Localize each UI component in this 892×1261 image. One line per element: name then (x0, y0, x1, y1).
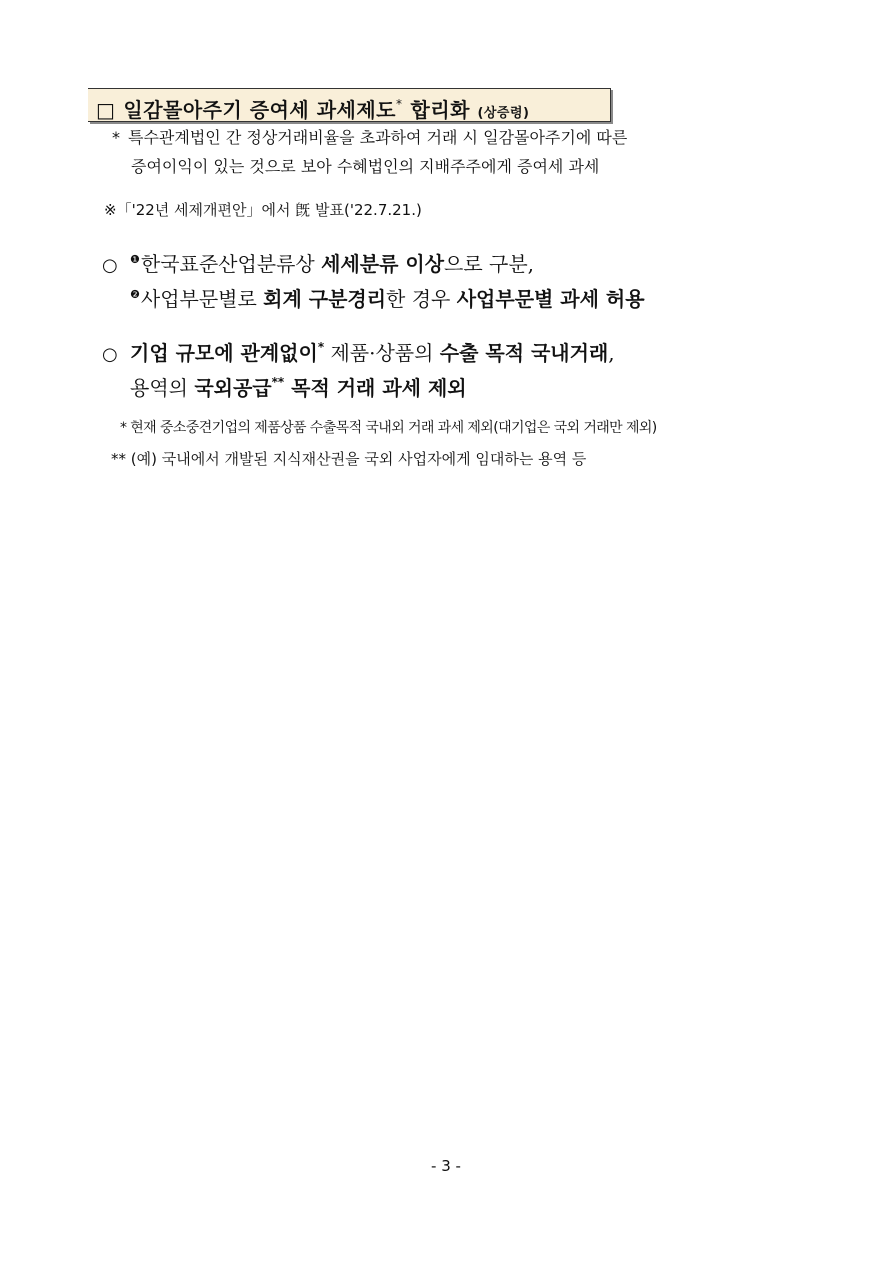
bullet-1-line-2 (130, 281, 645, 313)
footnote-2: ** (예) 국내에서 개발된 지식재산권을 국외 사업자에게 임대하는 용역 등 (111, 450, 587, 468)
bullet-2-line-1 (102, 333, 615, 369)
bullet-1-text-bold-b: 회계 구분경리 (263, 287, 387, 311)
bullet-1-text-d: 한 경우 (386, 287, 457, 311)
title-note-line-2: 증여이익이 있는 것으로 보아 수혜법인의 지배주주에게 증여세 과세 (131, 157, 600, 176)
reference-note: ※「'22년 세제개편안」에서 旣 발표('22.7.21.) (104, 201, 422, 219)
bullet-2-text-bold-b: 수출 목적 국내거래 (439, 341, 609, 365)
bullet-1-text-bold-c: 사업부문별 과세 허용 (456, 287, 645, 311)
bullet-1-line-1 (102, 246, 534, 280)
number-1-icon: ❶ (130, 253, 140, 266)
page-number: - 3 - (431, 1157, 461, 1175)
title-suffix: (상증령) (477, 106, 530, 121)
title-note-line-1 (112, 127, 627, 149)
number-2-icon: ❷ (130, 288, 140, 301)
bullet-circle-icon: ○ (102, 255, 118, 276)
bullet-1-text-bold-a: 세세분류 이상 (321, 252, 445, 276)
bullet-1-text-c: 사업부문별로 (140, 287, 264, 311)
title-main: 일감몰아주기 증여세 과세제도 (123, 98, 396, 122)
bullet-2-star: * (317, 340, 325, 354)
note-text-1: 특수관계법인 간 정상거래비율을 초과하여 거래 시 일감몰아주기에 따른 (128, 128, 628, 147)
bullet-2-text-b: 용역의 (130, 376, 195, 400)
bullet-2-comma: , (608, 341, 615, 365)
bullet-circle-icon: ○ (102, 344, 118, 365)
bullet-1-text-a: 한국표준산업분류상 (140, 252, 322, 276)
bullet-2-text-bold-c: 국외공급 (194, 376, 272, 400)
checkbox-square-icon: □ (96, 98, 116, 122)
bullet-2-text-a: 제품·상품의 (324, 341, 440, 365)
title-main-2: 합리화 (410, 98, 470, 122)
footnote-1: * 현재 중소중견기업의 제품상품 수출목적 국내외 거래 과세 제외(대기업은 국외 거래만 제외) (120, 420, 657, 436)
bullet-2-double-star: ** (271, 375, 285, 389)
bullet-2-text-bold-d: 목적 거래 과세 제외 (284, 376, 467, 400)
note-star: * (112, 128, 120, 147)
title-star: * (396, 97, 403, 111)
bullet-2-text-bold-a: 기업 규모에 관계없이 (130, 341, 318, 365)
bullet-1-text-b: 으로 구분, (444, 252, 535, 276)
section-title (96, 91, 530, 127)
bullet-2-line-2 (130, 368, 467, 402)
